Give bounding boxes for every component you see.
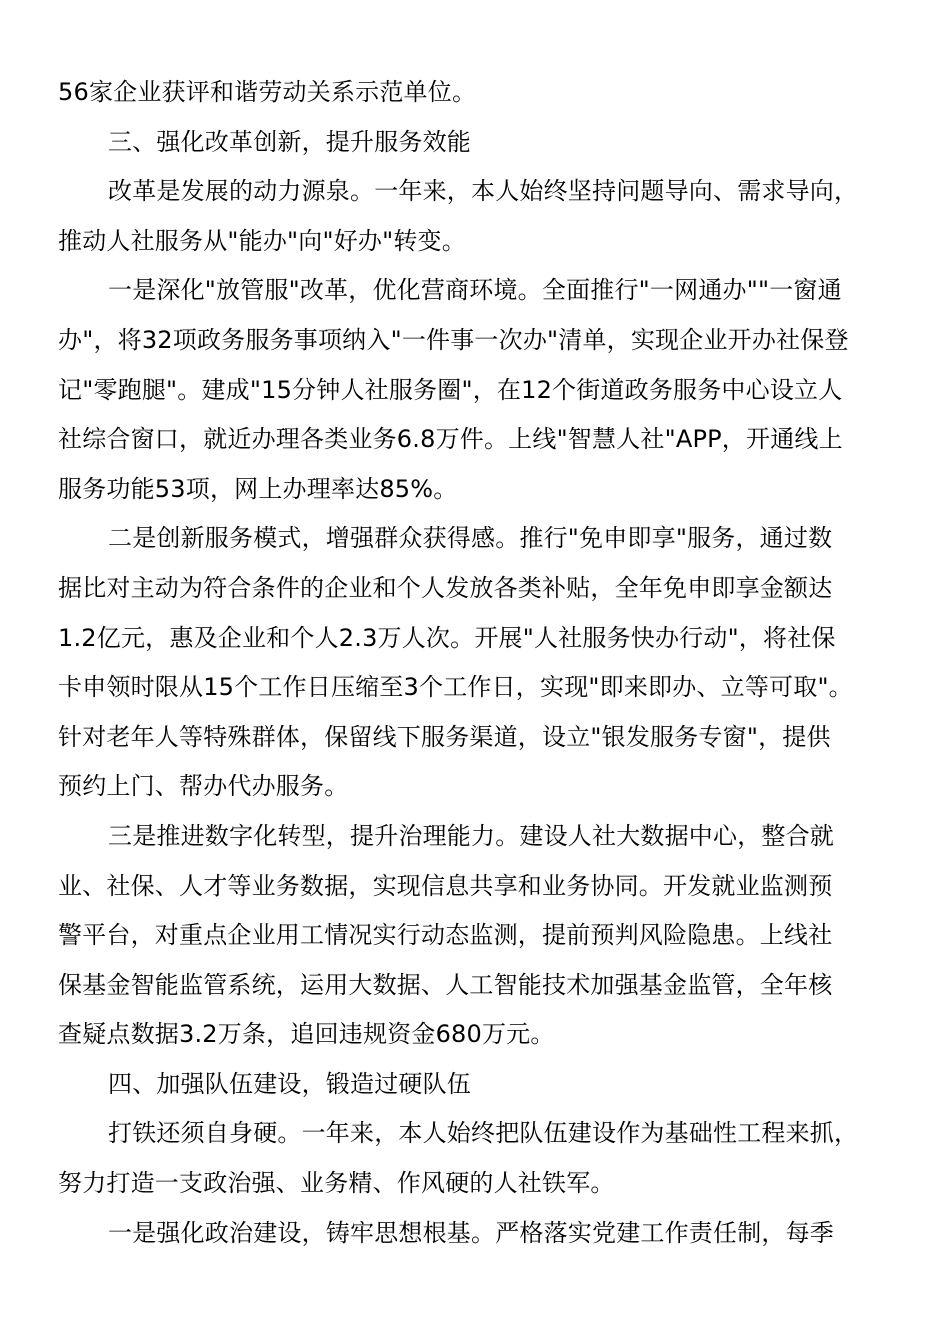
text-line: 卡申领时限从15个工作日压缩至3个工作日，实现"即来即办、立等可取"。 [58,673,853,702]
text-line: 保基金智能监管系统，运用大数据、人工智能技术加强基金监管，全年核 [58,970,833,999]
text-line: 56家企业获评和谐劳动关系示范单位。 [58,78,477,106]
text-line: 1.2亿元，惠及企业和个人2.3万人次。开展"人社服务快办行动"，将社保 [58,623,836,652]
paragraph-start: 改革是发展的动力源泉。一年来，本人始终坚持问题导向、需求导向， [108,177,859,206]
text-line: 警平台，对重点企业用工情况实行动态监测，提前预判风险隐患。上线社 [58,921,833,950]
text-line: 查疑点数据3.2万条，追回违规资金680万元。 [58,1020,555,1049]
paragraph-start: 打铁还须自身硬。一年来，本人始终把队伍建设作为基础性工程来抓， [108,1119,859,1148]
text-line: 记"零跑腿"。建成"15分钟人社服务圈"，在12个街道政务服务中心设立人 [58,375,843,404]
paragraph-start: 三是推进数字化转型，提升治理能力。建设人社大数据中心，整合就 [108,821,834,850]
text-line: 社综合窗口，就近办理各类业务6.8万件。上线"智慧人社"APP，开通线上 [58,425,843,454]
text-line: 预约上门、帮办代办服务。 [58,772,349,801]
paragraph-start: 一是强化政治建设，铸牢思想根基。严格落实党建工作责任制，每季 [108,1218,834,1247]
text-line: 推动人社服务从"能办"向"好办"转变。 [58,226,466,255]
text-line: 努力打造一支政治强、业务精、作风硬的人社铁军。 [58,1169,615,1198]
text-line: 办"，将32项政务服务事项纳入"一件事一次办"清单，实现企业开办社保登 [58,325,849,354]
section-heading: 四、加强队伍建设，锻造过硬队伍 [108,1069,471,1098]
text-line: 针对老年人等特殊群体，保留线下服务渠道，设立"银发服务专窗"，提供 [58,722,831,751]
paragraph-start: 一是深化"放管服"改革，优化营商环境。全面推行"一网通办""一窗通 [108,276,842,305]
paragraph-start: 二是创新服务模式，增强群众获得感。推行"免申即享"服务，通过数 [108,524,833,553]
document-page [58,68,892,1258]
text-line: 据比对主动为符合条件的企业和个人发放各类补贴，全年免申即享金额达 [58,573,833,602]
text-line: 服务功能53项，网上办理率达85%。 [58,474,458,503]
text-line: 业、社保、人才等业务数据，实现信息共享和业务协同。开发就业监测预 [58,871,833,900]
section-heading: 三、强化改革创新，提升服务效能 [108,127,471,156]
